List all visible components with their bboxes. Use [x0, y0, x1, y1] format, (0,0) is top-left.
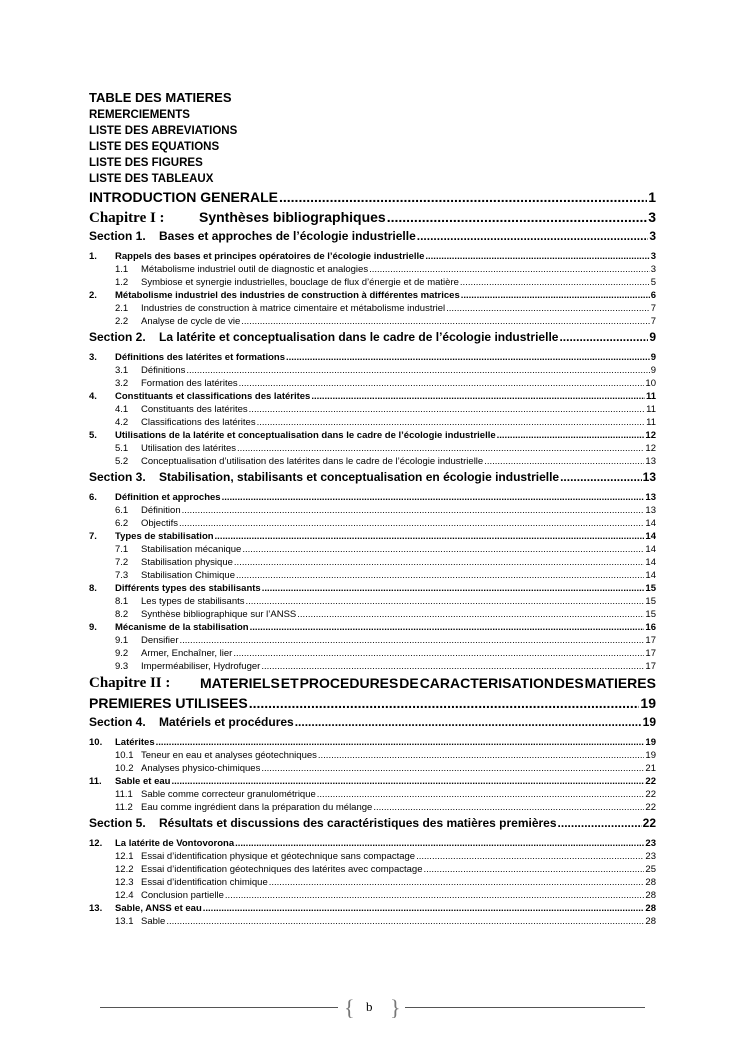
entry-title: Définitions — [141, 365, 186, 376]
toc-entry[interactable] — [89, 429, 656, 442]
entry-page: 9 — [650, 352, 656, 363]
section3-page: 13 — [642, 470, 656, 484]
section3-title: Stabilisation, stabilisants et conceptualisation en écologie industrielle — [159, 470, 560, 484]
entry-number: 5. — [89, 430, 97, 441]
section4-title: Matériels et procédures — [159, 715, 294, 729]
leader-dots — [179, 517, 644, 530]
entry-title: Sable comme correcteur granulométrique — [141, 789, 316, 800]
section5-num: Section 5. — [89, 816, 146, 830]
entry-page: 23 — [645, 838, 656, 849]
entry-page: 14 — [645, 544, 656, 555]
toc-section-5[interactable] — [89, 814, 656, 833]
entry-page: 14 — [645, 531, 656, 542]
leader-dots — [249, 403, 645, 416]
toc-subentry[interactable] — [89, 543, 656, 556]
section5-entries — [89, 837, 656, 928]
entry-number: 4.1 — [115, 404, 129, 415]
leader-dots — [446, 302, 650, 315]
entry-page: 3 — [650, 264, 656, 275]
entry-title: Imperméabiliser, Hydrofuger — [141, 661, 261, 672]
entry-title: Eau comme ingrédient dans la préparation du mélange — [141, 802, 373, 813]
toc-entry[interactable] — [89, 902, 656, 915]
toc-subentry[interactable] — [89, 377, 656, 390]
entry-page: 19 — [645, 737, 656, 748]
entry-title: Types de stabilisation — [115, 531, 214, 542]
toc-subentry[interactable] — [89, 517, 656, 530]
chapter2-word-2: ET — [280, 675, 299, 691]
leader-dots — [239, 377, 645, 390]
entry-title: Symbiose et synergie industrielles, bouclage de flux d’énergie et de matière — [141, 277, 459, 288]
entry-title: La latérite de Vontovorona — [115, 838, 235, 849]
toc-section-4[interactable] — [89, 713, 656, 732]
entry-page: 28 — [645, 916, 656, 927]
toc-subentry[interactable] — [89, 364, 656, 377]
leader-dots — [497, 429, 645, 442]
toc-subentry[interactable] — [89, 850, 656, 863]
entry-number: 12.4 — [115, 890, 134, 901]
entry-number: 2. — [89, 290, 97, 301]
entry-page: 14 — [645, 557, 656, 568]
footer-rule-left — [100, 1007, 338, 1008]
entry-page: 13 — [645, 456, 656, 467]
entry-page: 3 — [650, 251, 656, 262]
toc-subentry[interactable] — [89, 315, 656, 328]
leader-dots — [234, 556, 645, 569]
entry-page: 22 — [645, 789, 656, 800]
footer-bracket-left: { — [344, 995, 355, 1020]
toc-entry[interactable] — [89, 621, 656, 634]
leader-dots — [225, 889, 645, 902]
entry-number: 10.2 — [115, 763, 134, 774]
toc-entry[interactable] — [89, 491, 656, 504]
entry-title: Objectifs — [141, 518, 178, 529]
leader-dots — [236, 569, 644, 582]
entry-number: 1. — [89, 251, 97, 262]
entry-title: Les types de stabilisants — [141, 596, 245, 607]
entry-number: 5.2 — [115, 456, 129, 467]
toc-subentry[interactable] — [89, 403, 656, 416]
section2-num: Section 2. — [89, 330, 146, 344]
entry-title: Essai d’identification géotechniques des latérites avec compactage — [141, 864, 423, 875]
entry-page: 23 — [645, 851, 656, 862]
entry-title: Synthèse bibliographique sur l’ANSS — [141, 609, 297, 620]
entry-page: 21 — [645, 763, 656, 774]
entry-number: 8.2 — [115, 609, 129, 620]
entry-title: Essai d’identification chimique — [141, 877, 268, 888]
entry-number: 10. — [89, 737, 103, 748]
entry-page: 16 — [645, 622, 656, 633]
leader-dots — [237, 442, 644, 455]
section1-title: Bases et approches de l’écologie industrielle — [159, 229, 416, 243]
toc-subentry[interactable] — [89, 915, 656, 928]
entry-page: 14 — [645, 570, 656, 581]
entry-number: 7.3 — [115, 570, 129, 581]
entry-page: 9 — [650, 365, 656, 376]
toc-subentry[interactable] — [89, 788, 656, 801]
entry-page: 17 — [645, 648, 656, 659]
entry-title: Différents types des stabilisants — [115, 583, 261, 594]
toc-entry[interactable] — [89, 530, 656, 543]
entry-number: 11.2 — [115, 802, 133, 813]
toc-subentry[interactable] — [89, 608, 656, 621]
toc-subentry[interactable] — [89, 889, 656, 902]
front-matter-item[interactable]: REMERCIEMENTS — [89, 109, 190, 121]
chapter2-word-4: DE — [399, 675, 419, 691]
toc-subentry[interactable] — [89, 556, 656, 569]
entry-number: 4.2 — [115, 417, 129, 428]
entry-title: Constituants et classifications des latérites — [115, 391, 311, 402]
toc-entry[interactable] — [89, 837, 656, 850]
entry-number: 12. — [89, 838, 103, 849]
entry-title: Latérites — [115, 737, 155, 748]
toc-subentry[interactable] — [89, 801, 656, 814]
section3-entries — [89, 491, 656, 673]
chapter1-page: 3 — [648, 209, 656, 225]
chapter2-line2: PREMIERES UTILISEES — [89, 695, 248, 711]
toc-entry[interactable] — [89, 775, 656, 788]
entry-page: 22 — [645, 802, 656, 813]
intro-label: INTRODUCTION GENERALE — [89, 189, 278, 205]
toc-chapter-1[interactable] — [89, 207, 656, 227]
footer-page-number: b — [366, 999, 373, 1014]
toc-entry[interactable] — [89, 582, 656, 595]
entry-number: 8. — [89, 583, 97, 594]
entry-number: 9.2 — [115, 648, 129, 659]
chapter2-page: 19 — [640, 695, 656, 711]
entry-title: Sable — [141, 916, 166, 927]
entry-number: 12.1 — [115, 851, 134, 862]
leader-dots — [182, 504, 645, 517]
entry-page: 28 — [645, 877, 656, 888]
leader-dots — [297, 608, 644, 621]
leader-dots — [241, 315, 649, 328]
entry-title: Mécanisme de la stabilisation — [115, 622, 249, 633]
toc-section-3[interactable] — [89, 468, 656, 487]
entry-page: 22 — [645, 776, 656, 787]
entry-title: Industries de construction à matrice cimentaire et métabolisme industriel — [141, 303, 446, 314]
leader-dots — [222, 491, 645, 504]
entry-page: 11 — [646, 417, 656, 428]
section2-page: 9 — [649, 330, 656, 344]
toc-entry[interactable] — [89, 390, 656, 403]
entry-page: 12 — [645, 430, 656, 441]
entry-title: Utilisation des latérites — [141, 443, 237, 454]
leader-dots — [156, 736, 645, 749]
entry-page: 6 — [650, 290, 656, 301]
toc-subentry[interactable] — [89, 762, 656, 775]
entry-title: Conceptualisation d’utilisation des latérites dans le cadre de l’écologie industrielle — [141, 456, 484, 467]
toc-subentry[interactable] — [89, 263, 656, 276]
entry-page: 7 — [650, 303, 656, 314]
section3-num: Section 3. — [89, 470, 146, 484]
toc-entry[interactable] — [89, 289, 656, 302]
entry-number: 13.1 — [115, 916, 134, 927]
chapter2-word-7: MATIERES — [584, 675, 656, 691]
entry-number: 6.1 — [115, 505, 129, 516]
toc-entry[interactable] — [89, 351, 656, 364]
entry-title: Teneur en eau et analyses géotechniques — [141, 750, 317, 761]
section1-entries — [89, 250, 656, 328]
entry-page: 11 — [645, 391, 656, 402]
entry-title: Définitions des latérites et formations — [115, 352, 285, 363]
entry-title: Définition et approches — [115, 492, 221, 503]
entry-title: Rappels des bases et principes opératoires de l’écologie industrielle — [115, 251, 425, 262]
leader-dots — [461, 289, 650, 302]
entry-title: Stabilisation Chimique — [141, 570, 235, 581]
section5-title: Résultats et discussions des caractéristiques des matières premières — [159, 816, 557, 830]
entry-title: Formation des latérites — [141, 378, 238, 389]
toc-subentry[interactable] — [89, 876, 656, 889]
entry-page: 15 — [645, 596, 656, 607]
leader-dots — [215, 530, 645, 543]
entry-number: 2.2 — [115, 316, 129, 327]
entry-number: 7.1 — [115, 544, 129, 555]
chapter2-word-1: MATERIELS — [199, 675, 280, 691]
toc-subentry[interactable] — [89, 276, 656, 289]
leader-dots — [262, 582, 645, 595]
leader-dots — [246, 595, 645, 608]
entry-title: Constituants des latérites — [141, 404, 248, 415]
entry-title: Métabolisme industriel des industries de construction à différentes matrices — [115, 290, 460, 301]
section1-page: 3 — [649, 229, 656, 243]
entry-number: 5.1 — [115, 443, 129, 454]
entry-page: 25 — [645, 864, 656, 875]
entry-title: Sable et eau — [115, 776, 171, 787]
toc-subentry[interactable] — [89, 504, 656, 517]
section4-entries — [89, 736, 656, 814]
entry-number: 11.1 — [115, 789, 133, 800]
toc-entry[interactable] — [89, 736, 656, 749]
chapter2-word-3: PROCEDURES — [299, 675, 399, 691]
entry-page: 17 — [645, 661, 656, 672]
leader-dots — [373, 801, 644, 814]
entry-number: 1.1 — [115, 264, 129, 275]
entry-page: 19 — [645, 750, 656, 761]
front-matter-item[interactable]: LISTE DES ABREVIATIONS — [89, 125, 238, 137]
chapter1-title: Synthèses bibliographiques — [199, 209, 386, 225]
entry-number: 12.2 — [115, 864, 134, 875]
toc-section-2[interactable] — [89, 328, 656, 347]
entry-number: 7. — [89, 531, 97, 542]
entry-number: 6. — [89, 492, 97, 503]
entry-page: 7 — [650, 316, 656, 327]
section1-num: Section 1. — [89, 229, 146, 243]
front-matter-item[interactable]: LISTE DES FIGURES — [89, 157, 203, 169]
section4-num: Section 4. — [89, 715, 146, 729]
leader-dots — [235, 837, 644, 850]
entry-title: Densifier — [141, 635, 179, 646]
chapter2-word-5: CARACTERISATION — [419, 675, 554, 691]
toc-subentry[interactable] — [89, 442, 656, 455]
front-matter-item[interactable]: LISTE DES TABLEAUX — [89, 173, 214, 185]
entry-number: 8.1 — [115, 596, 129, 607]
entry-page: 13 — [645, 492, 656, 503]
chapter1-word: Chapitre I : — [89, 210, 165, 226]
toc-entry[interactable] — [89, 250, 656, 263]
leader-dots — [261, 762, 644, 775]
entry-page: 5 — [650, 277, 656, 288]
entry-number: 6.2 — [115, 518, 129, 529]
toc-subentry[interactable] — [89, 660, 656, 673]
entry-number: 4. — [89, 391, 97, 402]
toc-subentry[interactable] — [89, 863, 656, 876]
entry-title: Définition — [141, 505, 181, 516]
intro-page: 1 — [648, 189, 656, 205]
toc-page — [89, 88, 656, 928]
footer-rule-right — [405, 1007, 645, 1008]
leader-dots — [171, 775, 644, 788]
toc-subentry[interactable] — [89, 569, 656, 582]
section2-title: La latérite et conceptualisation dans le cadre de l’écologie industrielle — [159, 330, 559, 344]
entry-page: 28 — [645, 903, 656, 914]
entry-page: 17 — [645, 635, 656, 646]
toc-subentry[interactable] — [89, 634, 656, 647]
entry-title: Classifications des latérites — [141, 417, 256, 428]
entry-page: 15 — [645, 583, 656, 594]
entry-page: 10 — [645, 378, 656, 389]
entry-page: 12 — [645, 443, 656, 454]
toc-section-1[interactable] — [89, 227, 656, 246]
entry-title: Analyse de cycle de vie — [141, 316, 241, 327]
chapter2-word: Chapitre II : — [89, 675, 171, 691]
entry-number: 2.1 — [115, 303, 129, 314]
leader-dots — [233, 647, 644, 660]
chapter2-word-6: DES — [554, 675, 584, 691]
entry-page: 15 — [645, 609, 656, 620]
leader-dots — [311, 390, 645, 403]
entry-title: Utilisations de la latérite et conceptualisation dans le cadre de l’écologie industrielle — [115, 430, 496, 441]
entry-number: 1.2 — [115, 277, 129, 288]
toc-title: TABLE DES MATIERES — [89, 90, 232, 105]
entry-title: Conclusion partielle — [141, 890, 224, 901]
leader-dots — [269, 876, 645, 889]
toc-subentry[interactable] — [89, 749, 656, 762]
entry-number: 3. — [89, 352, 97, 363]
toc-subentry[interactable] — [89, 595, 656, 608]
leader-dots — [416, 850, 644, 863]
entry-number: 9. — [89, 622, 97, 633]
leader-dots — [166, 915, 644, 928]
leader-dots — [318, 749, 645, 762]
section5-page: 22 — [642, 816, 656, 830]
entry-number: 10.1 — [115, 750, 134, 761]
toc-subentry[interactable] — [89, 302, 656, 315]
entry-number: 12.3 — [115, 877, 134, 888]
toc-subentry[interactable] — [89, 455, 656, 468]
entry-page: 11 — [646, 404, 656, 415]
entry-title: Essai d’identification physique et géotechnique sans compactage — [141, 851, 416, 862]
section4-page: 19 — [642, 715, 656, 729]
front-matter-list — [89, 107, 656, 187]
leader-dots — [423, 863, 644, 876]
entry-number: 13. — [89, 903, 103, 914]
leader-dots — [369, 263, 650, 276]
entry-title: Stabilisation physique — [141, 557, 233, 568]
section2-entries — [89, 351, 656, 468]
entry-title: Analyses physico-chimiques — [141, 763, 261, 774]
toc-chapter-2-line2[interactable] — [89, 693, 656, 713]
leader-dots — [261, 660, 644, 673]
toc-chapter-2-line1[interactable] — [89, 673, 656, 693]
entry-page: 14 — [645, 518, 656, 529]
leader-dots — [203, 902, 645, 915]
entry-title: Métabolisme industriel outil de diagnostic et analogies — [141, 264, 369, 275]
entry-number: 11. — [89, 776, 102, 787]
entry-number: 9.1 — [115, 635, 129, 646]
leader-dots — [186, 364, 649, 377]
entry-number: 9.3 — [115, 661, 129, 672]
leader-dots — [460, 276, 650, 289]
leader-dots — [286, 351, 650, 364]
entry-title: Stabilisation mécanique — [141, 544, 242, 555]
toc-subentry[interactable] — [89, 647, 656, 660]
entry-title: Armer, Enchaîner, lier — [141, 648, 233, 659]
leader-dots — [257, 416, 646, 429]
entry-number: 3.2 — [115, 378, 129, 389]
leader-dots — [484, 455, 644, 468]
leader-dots — [425, 250, 649, 263]
front-matter-item[interactable]: LISTE DES EQUATIONS — [89, 141, 220, 153]
toc-subentry[interactable] — [89, 416, 656, 429]
leader-dots — [317, 788, 645, 801]
page-footer — [100, 993, 645, 1023]
entry-title: Sable, ANSS et eau — [115, 903, 202, 914]
footer-bracket-right: } — [390, 995, 401, 1020]
entry-page: 28 — [645, 890, 656, 901]
entry-number: 7.2 — [115, 557, 129, 568]
leader-dots — [250, 621, 645, 634]
entry-page: 13 — [645, 505, 656, 516]
entry-number: 3.1 — [115, 365, 129, 376]
leader-dots — [242, 543, 644, 556]
leader-dots — [180, 634, 645, 647]
toc-intro[interactable] — [89, 187, 656, 207]
